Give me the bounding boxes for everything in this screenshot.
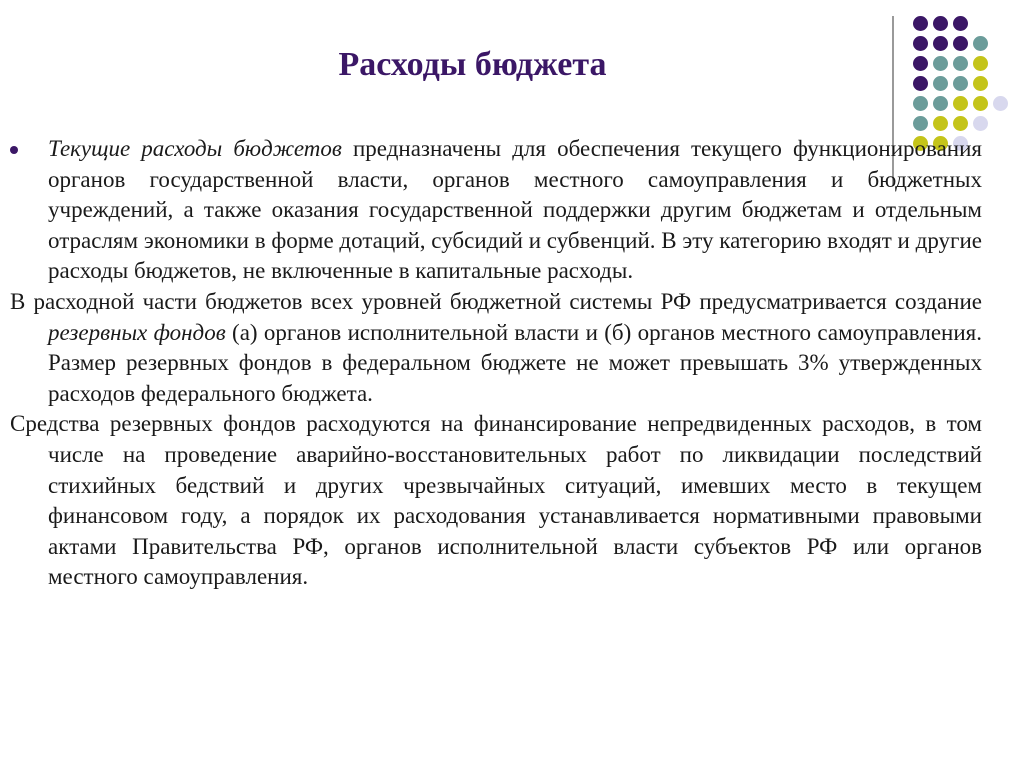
decorative-dot [913, 116, 928, 131]
paragraph-reserve-usage: Средства резервных фондов расходуются на финансирование непредвиденных расходов, в том числе на проведение аварийно-восстановительных работ по ликвидации последствий стихийных бедствий и других чрезвычайных ситуаций, имевших место в текущем финансовом году, а порядок их расходования устанавливается нормативными правовыми актами Правительства РФ, органов исполнительной власти субъектов РФ или органов местного самоуправления. [10, 411, 982, 590]
decorative-dot [953, 76, 968, 91]
decorative-dot [973, 76, 988, 91]
decorative-dot [973, 36, 988, 51]
decorative-dot [953, 36, 968, 51]
bullet-icon [10, 146, 18, 154]
paragraph-1-text: предназначены для обеспечения текущего функционирования органов государственной власти, органов местного самоуправления и бюджетных учреждений, а также оказания государственной поддержки другим бюджетам и отдельным отраслям экономики в форме дотаций, субсидий и субвенций. В эту категорию входят и другие расходы бюджетов, не включенные в капитальные расходы. [48, 136, 982, 284]
decorative-dot [973, 56, 988, 71]
paragraph-reserve-funds [10, 287, 982, 409]
decorative-dot [993, 96, 1008, 111]
decorative-dot [933, 96, 948, 111]
slide-title: Расходы бюджета [338, 46, 607, 83]
decorative-dot [973, 116, 988, 131]
decorative-dot [913, 16, 928, 31]
paragraph-2-text-after: (а) органов исполнительной власти и (б) органов местного самоуправления. Размер резервных фондов в федеральном бюджете не может превышать 3% утвержденных расходов федерального бюджета. [48, 319, 982, 406]
decorative-dot [913, 96, 928, 111]
decorative-dot [933, 16, 948, 31]
paragraph-text [48, 134, 982, 287]
term-reserve-funds: резервных фондов [48, 319, 226, 345]
decorative-dot [953, 56, 968, 71]
decorative-dot [953, 96, 968, 111]
decorative-dot [953, 16, 968, 31]
slide-body [10, 134, 982, 593]
term-current-expenses: Текущие расходы бюджетов [48, 136, 342, 161]
decorative-dot [953, 116, 968, 131]
decorative-dot [973, 96, 988, 111]
paragraph-current-expenses [10, 134, 982, 287]
paragraph-2-text-before: В расходной части бюджетов всех уровней бюджетной системы РФ предусматривается создание [10, 288, 982, 314]
decorative-dot [933, 116, 948, 131]
